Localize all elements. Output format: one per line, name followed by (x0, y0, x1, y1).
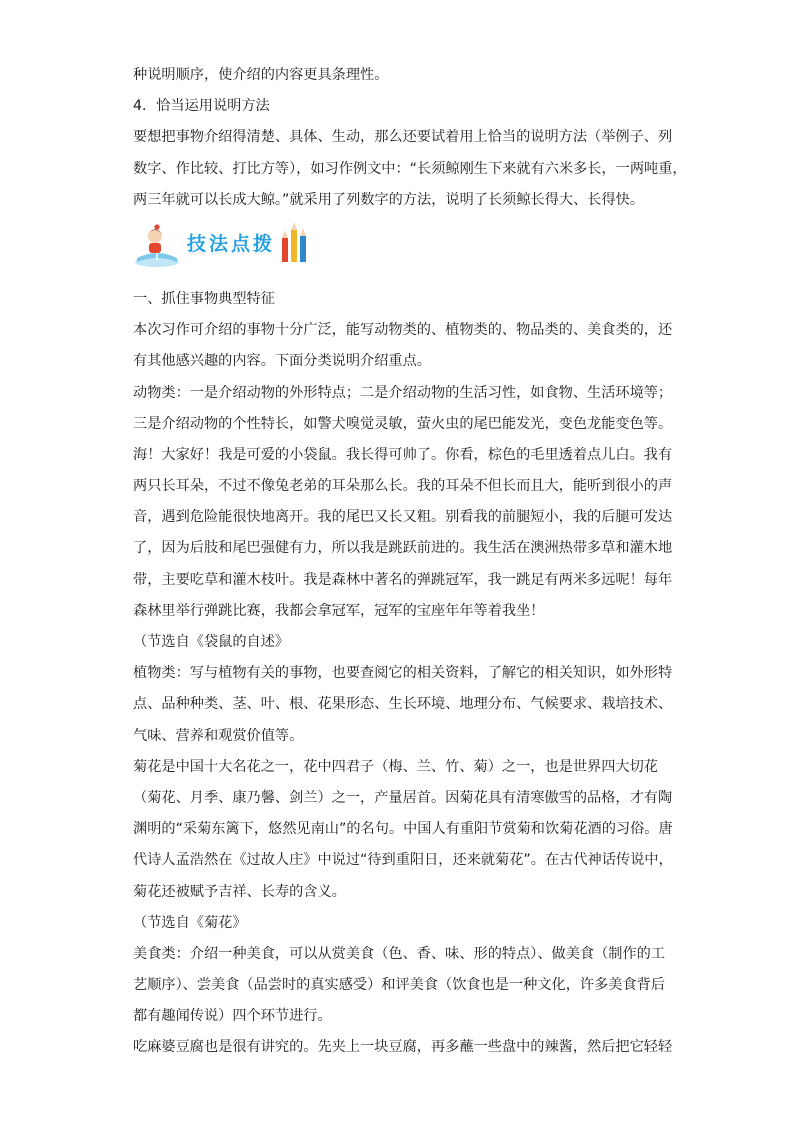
text-line: 三是介绍动物的个性特长，如警犬嗅觉灵敏，萤火虫的尾巴能发光，变色龙能变色等。 (133, 415, 673, 432)
text-line: 代诗人孟浩然在《过故人庄》中说过“待到重阳日，还来就菊花”。在古代神话传说中， (133, 852, 673, 869)
text-line: 海！大家好！我是可爱的小袋鼠。我长得可帅了。你看，棕色的毛里透着点儿白。我有 (133, 446, 673, 463)
main-section (133, 284, 673, 1064)
text-line: 菊花还被赋予吉祥、长寿的含义。 (133, 883, 346, 900)
text-line: 4．恰当运用说明方法 (133, 98, 270, 115)
intro-section (133, 60, 687, 216)
text-line: （节选自《菊花》 (133, 914, 247, 931)
text-line: （节选自《袋鼠的自述》 (133, 634, 290, 650)
text-line: 吃麻婆豆腐也是很有讲究的。先夹上一块豆腐，再多蘸一些盘中的辣酱，然后把它轻轻 (133, 1039, 673, 1056)
text-line: 有其他感兴趣的内容。下面分类说明介绍重点。 (133, 353, 431, 370)
text-line: 数字、作比较、打比方等），如习作例文中：“长须鲸刚生下来就有六米多长，一两吨重， (133, 160, 687, 177)
text-line: 两三年就可以长成大鲸。”就采用了列数字的方法，说明了长须鲸长得大、长得快。 (133, 191, 645, 208)
text-line: 本次习作可介绍的事物十分广泛，能写动物类的、植物类的、物品类的、美食类的，还 (133, 322, 673, 339)
text-line: 音，遇到危险能很快地离开。我的尾巴又长又粗。别看我的前腿短小，我的后腿可发达 (133, 509, 673, 526)
reading-child-icon (133, 222, 181, 270)
text-line: 都有趣闻传说）四个环节进行。 (133, 1008, 332, 1025)
text-line: 带，主要吃草和灌木枝叶。我是森林中著名的弹跳冠军，我一跳足有两米多远呢！每年 (133, 571, 673, 588)
text-line: 种说明顺序，使介绍的内容更具条理性。 (133, 67, 389, 83)
text-line: 艺顺序）、尝美食（品尝时的真实感受）和评美食（饮食也是一种文化，许多美食背后 (133, 977, 666, 994)
text-line: 美食类：介绍一种美食，可以从赏美食（色、香、味、形的特点）、做美食（制作的工 (133, 945, 666, 962)
text-line: 植物类：写与植物有关的事物，也要查阅它的相关资料，了解它的相关知识，如外形特 (133, 665, 673, 682)
text-line: 了，因为后肢和尾巴强健有力，所以我是跳跃前进的。我生活在澳洲热带多草和灌木地 (133, 540, 673, 557)
text-line: 一、抓住事物典型特征 (133, 290, 275, 307)
text-line: 气味、营养和观赏价值等。 (133, 727, 304, 744)
pencils-icon (281, 220, 307, 264)
text-line: 要想把事物介绍得清楚、具体、生动，那么还要试着用上恰当的说明方法（举例子、列 (133, 129, 673, 146)
text-line: 点、品种种类、茎、叶、根、花果形态、生长环境、地理分布、气候要求、栽培技术、 (133, 696, 673, 713)
document-page (133, 60, 687, 1064)
banner-title: 技法点拨 (187, 232, 276, 255)
text-line: 动物类：一是介绍动物的外形特点；二是介绍动物的生活习性，如食物、生活环境等； (133, 384, 673, 401)
text-line: 菊花是中国十大名花之一，花中四君子（梅、兰、竹、菊）之一，也是世界四大切花 (133, 758, 658, 775)
text-line: 两只长耳朵，不过不像兔老弟的耳朵那么长。我的耳朵不但长而且大，能听到很小的声 (133, 478, 673, 495)
text-line: （菊花、月季、康乃馨、剑兰）之一，产量居首。因菊花具有清寒傲雪的品格，才有陶 (133, 789, 673, 806)
section-banner (133, 216, 668, 272)
text-line: 森林里举行弹跳比赛，我都会拿冠军，冠军的宝座年年等着我坐！ (133, 602, 545, 619)
text-line: 渊明的“采菊东篱下，悠然见南山”的名句。中国人有重阳节赏菊和饮菊花酒的习俗。唐 (133, 821, 673, 838)
